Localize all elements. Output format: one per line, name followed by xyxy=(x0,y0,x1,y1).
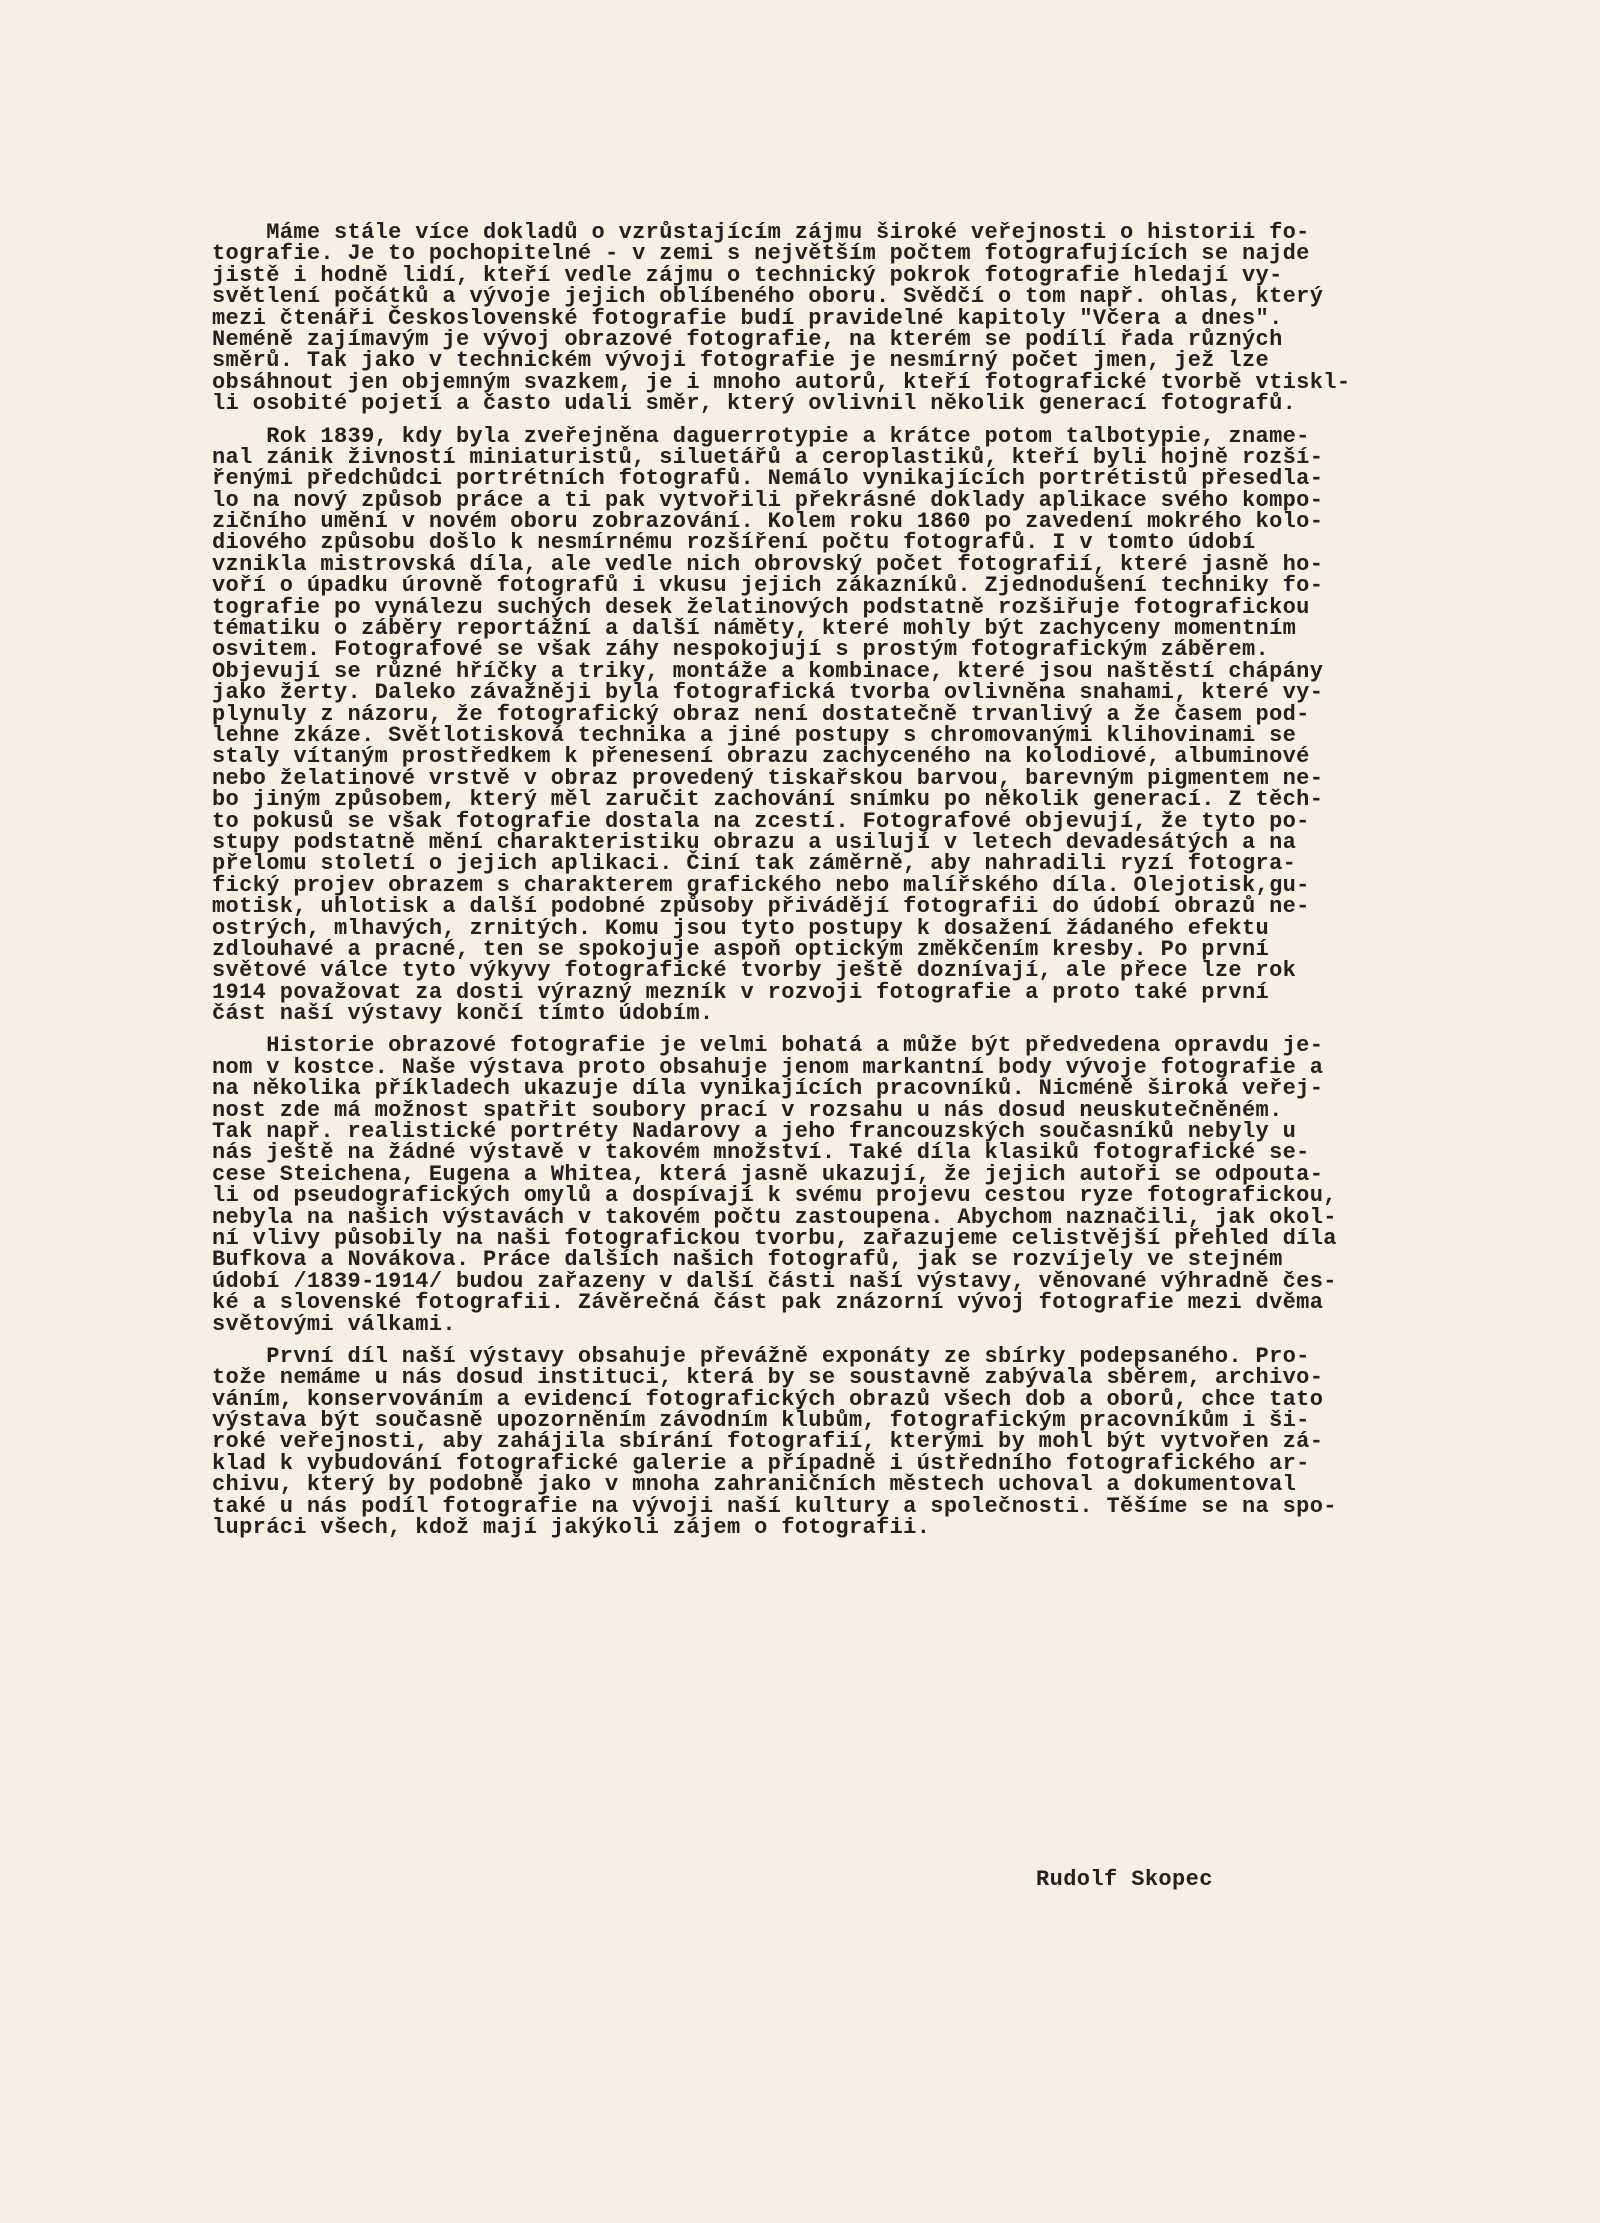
text-line: světové válce tyto výkyvy fotografické tvorby ještě doznívají, ale přece lze rok xyxy=(212,958,1297,984)
text-line: staly vítaným prostředkem k přenesení obrazu zachyceného na kolodiové, albuminové xyxy=(212,744,1310,770)
text-line: lehne zkáze. Světlotisková technika a jiné postupy s chromovanými klihovinami se xyxy=(212,722,1297,748)
paragraph xyxy=(212,423,1432,1027)
text-line: směrů. Tak jako v technickém vývoji fotografie je nesmírný počet jmen, jež lze xyxy=(212,348,1270,374)
text-line: Bufkova a Novákova. Práce dalších našich fotografů, jak se rozvíjely ve stejném xyxy=(212,1247,1283,1273)
text-line: údobí /1839-1914/ budou zařazeny v další části naší výstavy, věnované výhradně čes- xyxy=(212,1268,1337,1294)
text-line: přelomu století o jejich aplikaci. Činí tak záměrně, aby nahradili ryzí fotogra- xyxy=(212,851,1297,877)
text-line: část naší výstavy končí tímto údobím. xyxy=(212,1001,714,1027)
text-line: jistě i hodně lidí, kteří vedle zájmu o technický pokrok fotografie hledají vy- xyxy=(212,262,1283,288)
text-line: zičního umění v novém oboru zobrazování. Kolem roku 1860 po zavedení mokrého kolo- xyxy=(212,509,1324,535)
text-line: bo jiným způsobem, který měl zaručit zachování snímku po několik generací. Z těch- xyxy=(212,787,1324,813)
text-line: tože nemáme u nás dosud instituci, která by se soustavně zabývala sběrem, archivo- xyxy=(212,1365,1324,1391)
text-line: světovými válkami. xyxy=(212,1311,456,1337)
text-line: nom v kostce. Naše výstava proto obsahuje jenom markantní body vývoje fotografie a xyxy=(212,1054,1324,1080)
text-line: plynuly z názoru, že fotografický obraz není dostatečně trvanlivý a že časem pod- xyxy=(212,701,1310,727)
text-line: Objevují se různé hříčky a triky, montáže a kombinace, které jsou naštěstí chápány xyxy=(212,658,1324,684)
text-line: zdlouhavé a pracné, ten se spokojuje aspoň optickým změkčením kresby. Po první xyxy=(212,936,1270,962)
paragraph xyxy=(212,1343,1432,1541)
text-line: nás ještě na žádné výstavě v takovém množství. Také díla klasiků fotografické se- xyxy=(212,1140,1310,1166)
text-line: také u nás podíl fotografie na vývoji naší kultury a společnosti. Těšíme se na spo- xyxy=(212,1493,1337,1519)
text-line: vznikla mistrovská díla, ale vedle nich obrovský počet fotografií, které jasně ho- xyxy=(212,551,1324,577)
text-line: mezi čtenáři Československé fotografie budí pravidelné kapitoly "Včera a dnes". xyxy=(212,305,1283,331)
text-line: nost zde má možnost spatřit soubory prací v rozsahu u nás dosud neuskutečněném. xyxy=(212,1097,1283,1123)
text-line: klad k vybudování fotografické galerie a případně i ústředního fotografického ar- xyxy=(212,1450,1310,1476)
text-line: Historie obrazové fotografie je velmi bohatá a může být předvedena opravdu je- xyxy=(212,1033,1324,1059)
text-line: jako žerty. Daleko závažněji byla fotografická tvorba ovlivněna snahami, které vy- xyxy=(212,680,1324,706)
text-line: chivu, který by podobně jako v mnoha zahraničních městech uchoval a dokumentoval xyxy=(212,1472,1297,1498)
text-line: nal zánik živností miniaturistů, siluetářů a ceroplastiků, kteří byli hojně rozší- xyxy=(212,444,1324,470)
text-line: tografie. Je to pochopitelné - v zemi s největším počtem fotografujících se najde xyxy=(212,241,1310,267)
text-line: ké a slovenské fotografii. Závěrečná část pak znázorní vývoj fotografie mezi dvěma xyxy=(212,1290,1324,1316)
text-line: obsáhnout jen objemným svazkem, je i mnoho autorů, kteří fotografické tvorbě vtiskl- xyxy=(212,369,1351,395)
text-line: ostrých, mlhavých, zrnitých. Komu jsou tyto postupy k dosažení žádaného efektu xyxy=(212,915,1270,941)
text-line: tématiku o záběry reportážní a další náměty, které mohly být zachyceny momentním xyxy=(212,616,1297,642)
text-line: na několika příkladech ukazuje díla vynikajících pracovníků. Nicméně široká veřej- xyxy=(212,1076,1324,1102)
text-line: lupráci všech, kdož mají jakýkoli zájem o fotografii. xyxy=(212,1515,931,1541)
text-line: První díl naší výstavy obsahuje převážně exponáty ze sbírky podepsaného. Pro- xyxy=(212,1343,1310,1369)
text-line: světlení počátků a vývoje jejich oblíbeného oboru. Svědčí o tom např. ohlas, který xyxy=(212,284,1324,310)
text-line: osvitem. Fotografové se však záhy nespokojují s prostým fotografickým záběrem. xyxy=(212,637,1270,663)
text-line: li osobité pojetí a často udali směr, který ovlivnil několik generací fotografů. xyxy=(212,391,1297,417)
text-line: motisk, uhlotisk a další podobné způsoby přivádějí fotografii do údobí obrazů ne- xyxy=(212,894,1310,920)
text-line: lo na nový způsob práce a ti pak vytvořili překrásné doklady aplikace svého kompo- xyxy=(212,487,1324,513)
text-line: voří o úpadku úrovně fotografů i vkusu jejich zákazníků. Zjednodušení techniky fo- xyxy=(212,573,1324,599)
text-line: Máme stále více dokladů o vzrůstajícím zájmu široké veřejnosti o historii fo- xyxy=(212,220,1310,245)
text-line: Tak např. realistické portréty Nadarovy a jeho francouzských současníků nebyly u xyxy=(212,1119,1297,1145)
text-line: výstava být současně upozorněním závodním klubům, fotografickým pracovníkům i ši- xyxy=(212,1408,1310,1434)
text-line: řenými předchůdci portrétních fotografů. Nemálo vynikajících portrétistů přesedla- xyxy=(212,466,1324,492)
text-line: nebo želatinové vrstvě v obraz provedený tiskařskou barvou, barevným pigmentem ne- xyxy=(212,765,1324,791)
text-line: ní vlivy působily na naši fotografickou tvorbu, zařazujeme celistvější přehled díla xyxy=(212,1225,1337,1251)
paragraph xyxy=(212,222,1432,415)
text-line: roké veřejnosti, aby zahájila sbírání fotografií, kterými by mohl být vytvořen zá- xyxy=(212,1429,1324,1455)
text-line: to pokusů se však fotografie dostala na zcestí. Fotografové objevují, že tyto po- xyxy=(212,808,1310,834)
text-line: fický projev obrazem s charakterem grafického nebo malířského díla. Olejotisk,gu- xyxy=(212,872,1310,898)
text-line: cese Steichena, Eugena a Whitea, která jasně ukazují, že jejich autoři se odpouta- xyxy=(212,1161,1324,1187)
text-line: nebyla na našich výstavách v takovém počtu zastoupena. Abychom naznačili, jak okol- xyxy=(212,1204,1337,1230)
signature: Rudolf Skopec xyxy=(1036,1867,1213,1892)
text-line: váním, konservováním a evidencí fotografických obrazů všech dob a oborů, chce tato xyxy=(212,1386,1324,1412)
text-line: 1914 považovat za dosti výrazný mezník v rozvoji fotografie a proto také první xyxy=(212,979,1270,1005)
text-line: li od pseudografických omylů a dospívají k svému projevu cestou ryze fotografickou, xyxy=(212,1183,1337,1209)
body-text xyxy=(212,220,1432,1541)
text-line: diového způsobu došlo k nesmírnému rozšíření počtu fotografů. I v tomto údobí xyxy=(212,530,1256,556)
text-line: stupy podstatně mění charakteristiku obrazu a usilují v letech devadesátých a na xyxy=(212,829,1297,855)
text-line: Rok 1839, kdy byla zveřejněna daguerrotypie a krátce potom talbotypie, zname- xyxy=(212,423,1310,449)
text-line: Neméně zajímavým je vývoj obrazové fotografie, na kterém se podílí řada různých xyxy=(212,326,1283,352)
paragraph xyxy=(212,1033,1432,1337)
text-line: tografie po vynálezu suchých desek želatinových podstatně rozšiřuje fotografickou xyxy=(212,594,1310,620)
